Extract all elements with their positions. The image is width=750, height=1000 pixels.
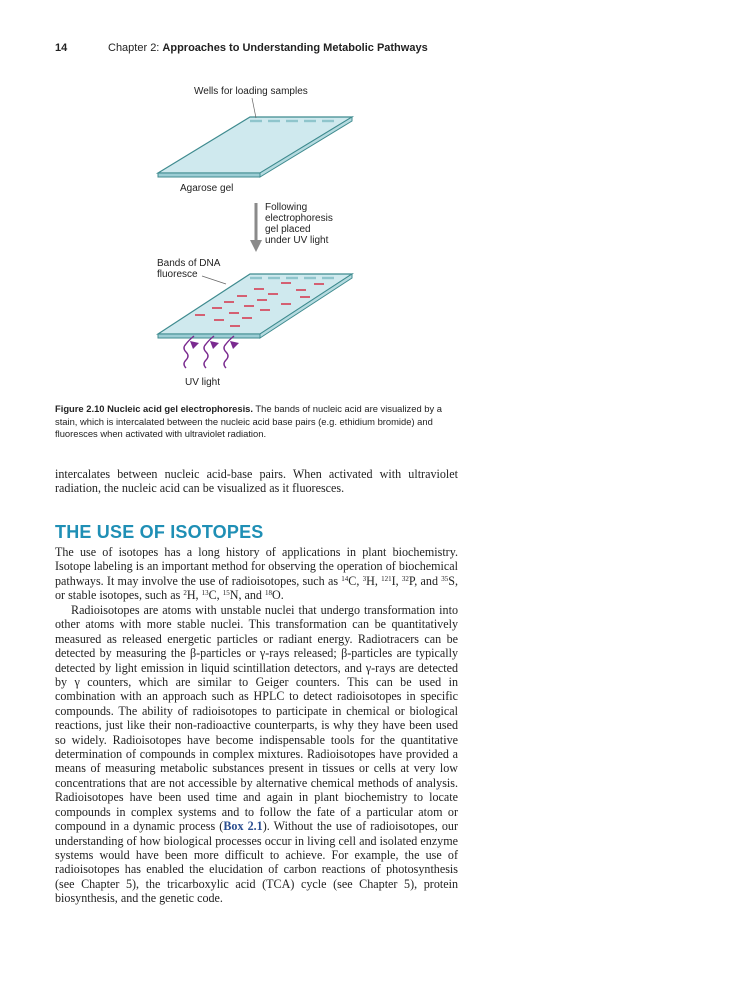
sup-14: 14: [341, 574, 349, 583]
label-bands-of-dna: [157, 258, 220, 280]
p3-text-a: Radioisotopes are atoms with unstable nuclei that undergo transformation into other atoms with more stable nuclei. This transformation can be quantitatively measured as released energetic particles or radiant energy. Radiotracers can be detected by measuring the β-particles or γ-rays released; β-particles are typically detected by light emission in liquid scintillation detectors, and γ-rays are detected by γ counters, which are similar to Geiger counters. This can be used in combination with an approach such as HPLC to detect radioisotopes in specific compounds. The ability of radioisotopes to participate in chemical or biological reactions, just like their non-radioactive counterparts, is why they have been used so widely. Radioisotopes have become indispensable tools for the quantitative determination of compounds in complex mixtures. Radioisotopes have provided a means of measuring metabolic substances present in tissues or cells at very low concentrations that are not accessible by alternative chemical methods of analysis. Radioisotopes have been used time and again in plant biochemistry to locate compounds in complex systems and to follow the fate of a particular atom or compound in a dynamic process (: [55, 603, 458, 834]
sup-13: 13: [201, 589, 209, 598]
uv-arrowheads: [190, 341, 239, 349]
sup-2: 2: [183, 589, 187, 598]
figure-gel-electrophoresis: [0, 0, 750, 400]
box-2-1-link[interactable]: Box 2.1: [223, 819, 263, 834]
caption-title: Figure 2.10 Nucleic acid gel electrophoresis.: [55, 403, 253, 414]
label-following-line-1: Following: [265, 202, 308, 213]
p2-text-b: C,: [348, 573, 363, 588]
paragraph-isotopes-intro: [55, 545, 458, 603]
figure-caption: [55, 403, 460, 441]
caption-text: The bands of nucleic acid are visualized by a stain, which is intercalated between the nucleic acid base pairs (e.g. ethidium bromide) and fluoresces when activated with ultraviolet radiation.: [55, 403, 443, 439]
label-uv-light: UV light: [185, 377, 221, 388]
p2-text-g: H,: [186, 588, 202, 603]
sup-18: 18: [264, 589, 272, 598]
label-following-line-2: electrophoresis: [265, 213, 333, 224]
sup-121: 121: [381, 574, 392, 583]
label-following: [265, 202, 333, 246]
sup-32: 32: [401, 574, 409, 583]
label-following-line-4: under UV light: [265, 235, 329, 246]
p2-text-h: C,: [208, 588, 223, 603]
wells-leader-line: [252, 98, 256, 118]
p2-text-d: I,: [391, 573, 402, 588]
section-heading: THE USE OF ISOTOPES: [55, 522, 264, 542]
label-following-line-3: gel placed: [265, 224, 311, 235]
p2-text-i: N, and: [229, 588, 265, 603]
uv-arrows-icon: [184, 336, 234, 368]
down-arrow-icon: [250, 203, 262, 252]
p2-text-e: P, and: [408, 573, 442, 588]
chapter-name: Approaches to Understanding Metabolic Pathways: [162, 42, 428, 54]
gel-diagram: [0, 0, 750, 400]
paragraph-intercalates: intercalates between nucleic acid-base pairs. When activated with ultraviolet radiation, the nucleic acid can be visualized as it fluoresces.: [55, 467, 458, 496]
label-agarose-gel: Agarose gel: [180, 183, 234, 194]
chapter-prefix: Chapter 2:: [108, 42, 163, 54]
paragraph-radioisotopes: [55, 603, 458, 906]
sup-35: 35: [441, 574, 449, 583]
label-bands-line-2: fluoresce: [157, 269, 198, 280]
label-bands-line-1: Bands of DNA: [157, 258, 221, 269]
page-number: 14: [55, 42, 68, 54]
sup-3: 3: [362, 574, 367, 583]
p3-text-b: ). Without the use of radioisotopes, our understanding of how biological processes occur in living cell and isolated enzyme systems would have been more difficult to achieve. For example, the use of radioisotopes has enabled the elucidation of carbon reactions of photosynthesis (see Chapter 5), the tricarboxylic acid (TCA) cycle (see Chapter 5), protein biosynthesis, and the genetic code.: [55, 819, 458, 906]
p2-text-j: O.: [271, 588, 284, 603]
p2-text-f: S, or stable isotopes, such as: [55, 573, 458, 603]
agarose-gel-top: [158, 117, 352, 177]
label-wells: Wells for loading samples: [194, 86, 308, 97]
agarose-gel-bottom: [158, 274, 352, 338]
p2-text-a: The use of isotopes has a long history of applications in plant biochemistry. Isotope labeling is an important method for observing the operation of biochemical pathways. It may involve the use of radioisotopes, such as: [55, 545, 458, 588]
sup-15: 15: [222, 589, 230, 598]
p2-text-c: H,: [366, 573, 382, 588]
